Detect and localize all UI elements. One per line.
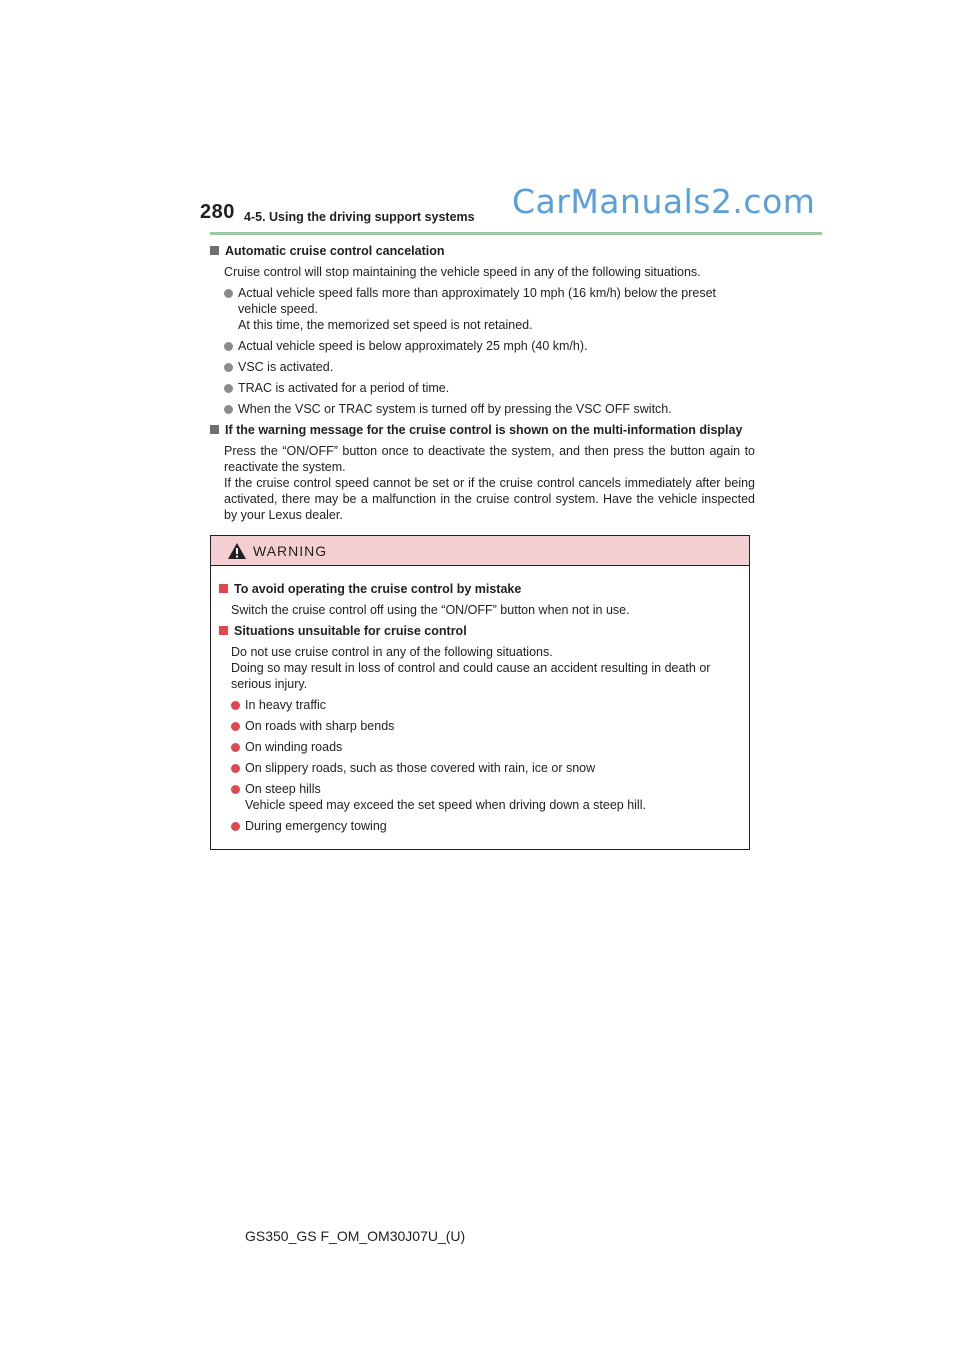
list-item (231, 739, 743, 755)
header-rule (210, 232, 822, 235)
list-item (224, 380, 755, 396)
round-bullet-icon (231, 701, 240, 710)
warning-section-text (231, 602, 743, 618)
section-title: 4-5. Using the driving support systems (244, 210, 475, 224)
round-bullet-icon (231, 743, 240, 752)
warning-message-body (224, 443, 755, 523)
list-item (224, 338, 755, 354)
footer-code: GS350_GS F_OM_OM30J07U_(U) (245, 1228, 466, 1244)
square-bullet-icon (210, 246, 219, 255)
warning-header (211, 536, 749, 566)
warning-section-text (231, 644, 743, 692)
list-item-text: In heavy traffic (245, 698, 327, 712)
round-bullet-icon (231, 822, 240, 831)
list-item-text: TRAC is activated for a period of time. (238, 381, 450, 395)
round-bullet-icon (224, 384, 233, 393)
square-bullet-icon (210, 425, 219, 434)
square-bullet-icon (219, 626, 228, 635)
warning-box (210, 535, 750, 850)
warning-message-heading (210, 422, 755, 438)
warning-section-heading (219, 623, 743, 639)
round-bullet-icon (231, 722, 240, 731)
list-item (224, 359, 755, 375)
list-item-text: On slippery roads, such as those covered with rain, ice or snow (245, 761, 596, 775)
list-item (231, 760, 743, 776)
warning-message-para: If the cruise control speed cannot be set or if the cruise control cancels immediately after being activated, there may be a malfunction in the cruise control system. Have the vehicle inspected by your Lexus dealer. (224, 476, 755, 522)
warning-para: Switch the cruise control off using the “ON/OFF” button when not in use. (231, 603, 630, 617)
warning-body (211, 566, 743, 834)
round-bullet-icon (224, 342, 233, 351)
list-item (231, 718, 743, 734)
list-item (231, 781, 743, 813)
list-item (224, 401, 755, 417)
warning-title: WARNING (253, 542, 328, 559)
round-bullet-icon (224, 289, 233, 298)
list-item-text: VSC is activated. (238, 360, 334, 374)
list-item-text: Actual vehicle speed falls more than approximately 10 mph (16 km/h) below the preset (238, 286, 717, 300)
warning-section-heading-text: Situations unsuitable for cruise control (234, 624, 467, 638)
round-bullet-icon (231, 764, 240, 773)
list-item-text: Actual vehicle speed is below approximately 25 mph (40 km/h). (238, 339, 588, 353)
warning-triangle-icon (227, 542, 247, 560)
list-item-text: Vehicle speed may exceed the set speed when driving down a steep hill. (245, 798, 646, 812)
round-bullet-icon (224, 405, 233, 414)
round-bullet-icon (224, 363, 233, 372)
list-item-text: On roads with sharp bends (245, 719, 395, 733)
list-item-text: On steep hills (245, 782, 321, 796)
list-item-text: When the VSC or TRAC system is turned off by pressing the VSC OFF switch. (238, 402, 672, 416)
warning-message-para: Press the “ON/OFF” button once to deactivate the system, and then press the button again to reactivate the system. (224, 444, 755, 474)
cancelation-heading-text: Automatic cruise control cancelation (225, 244, 445, 258)
warning-section-heading (219, 581, 743, 597)
list-item (224, 285, 755, 333)
cancelation-intro-text: Cruise control will stop maintaining the vehicle speed in any of the following situations. (224, 265, 701, 279)
warning-section-heading-text: To avoid operating the cruise control by mistake (234, 582, 522, 596)
list-item-text: On winding roads (245, 740, 343, 754)
list-item (231, 697, 743, 713)
square-bullet-icon (219, 584, 228, 593)
list-item-text: During emergency towing (245, 819, 387, 833)
main-content (210, 243, 755, 528)
list-item-text: vehicle speed. (238, 302, 318, 316)
warning-para: Doing so may result in loss of control and could cause an accident resulting in death or serious injury. (231, 661, 711, 691)
list-item-text: At this time, the memorized set speed is not retained. (238, 318, 533, 332)
warning-para: Do not use cruise control in any of the following situations. (231, 645, 553, 659)
list-item (231, 818, 743, 834)
page-number: 280 (200, 201, 235, 223)
warning-message-heading-text: If the warning message for the cruise control is shown on the multi-information display (225, 423, 743, 437)
watermark: CarManuals2.com (512, 182, 816, 221)
cancelation-intro (224, 264, 755, 280)
round-bullet-icon (231, 785, 240, 794)
cancelation-heading (210, 243, 755, 259)
